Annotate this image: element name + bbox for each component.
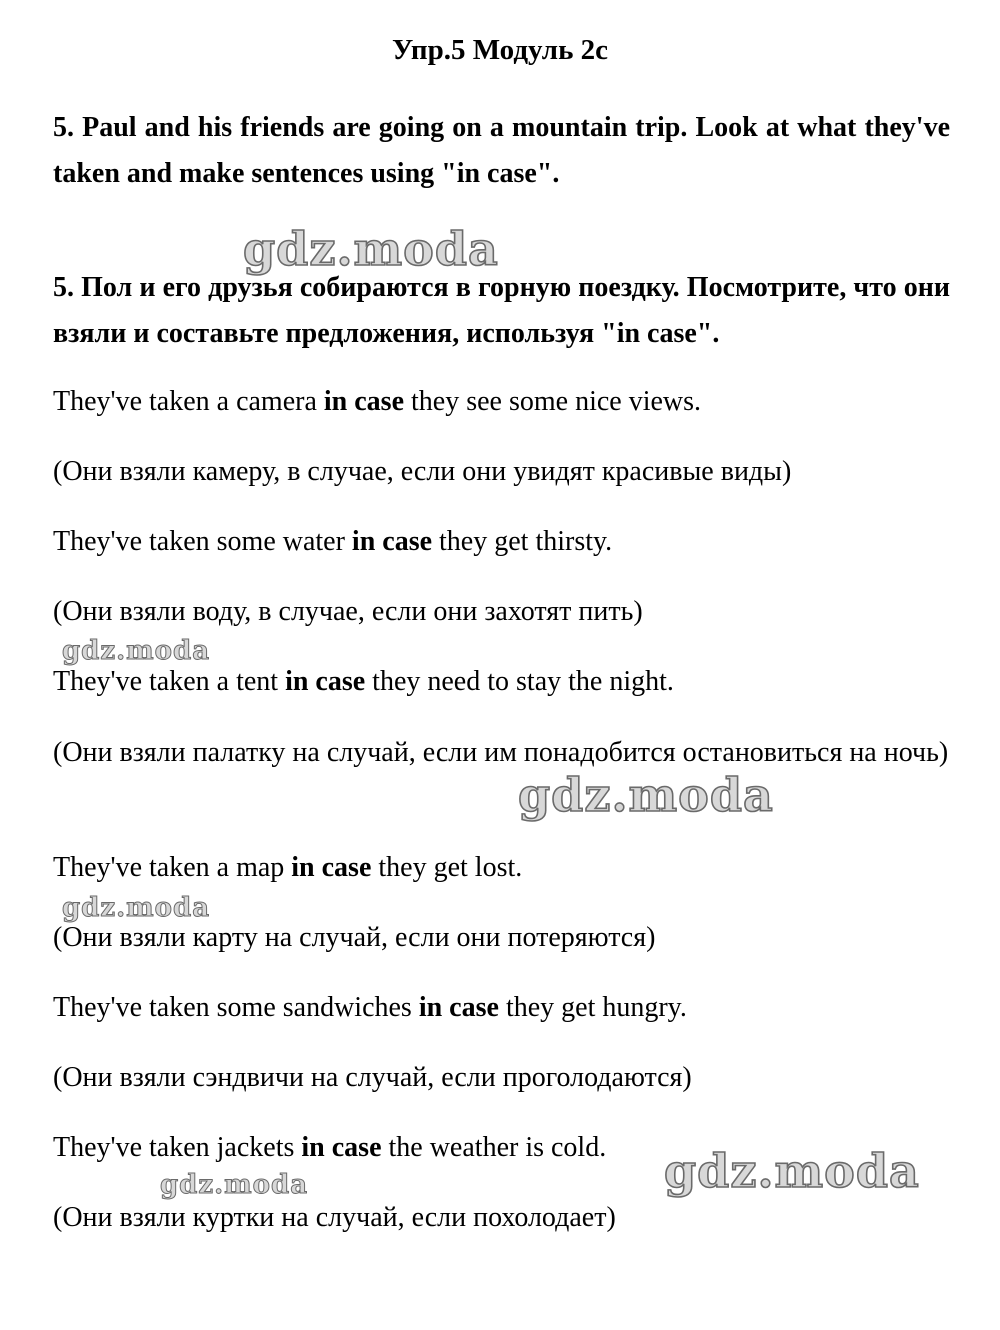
- answer-ru-2: (Они взяли воду, в случае, если они захотят пить): [53, 596, 643, 627]
- watermark-logo: gdz.moda: [62, 893, 211, 923]
- answer-en-1: They've taken a camera in case they see some nice views.: [53, 386, 702, 417]
- page-title: Упр.5 Модуль 2с: [391, 34, 609, 66]
- answer-ru-4: (Они взяли карту на случай, если они потеряются): [53, 922, 656, 953]
- watermark-logo: gdz.moda: [62, 636, 211, 666]
- answer-en-5: They've taken some sandwiches in case they get hungry.: [53, 992, 687, 1023]
- watermark-logo: gdz.moda: [243, 222, 499, 276]
- watermark-logo: gdz.moda: [664, 1144, 920, 1198]
- task-russian: 5. Пол и его друзья собираются в горную поездку. Посмотрите, что они взяли и составьте предложения, используя "in case".: [53, 272, 950, 349]
- answer-ru-3: (Они взяли палатку на случай, если им понадобится остановиться на ночь): [53, 737, 949, 768]
- answer-ru-5: (Они взяли сэндвичи на случай, если проголодаются): [53, 1062, 692, 1093]
- answer-ru-1: (Они взяли камеру, в случае, если они увидят красивые виды): [53, 456, 792, 487]
- answer-en-3: They've taken a tent in case they need to stay the night.: [53, 666, 674, 697]
- watermark-logo: gdz.moda: [160, 1170, 309, 1200]
- task-english: 5. Paul and his friends are going on a mountain trip. Look at what they've taken and make sentences using "in case".: [53, 112, 950, 189]
- answer-en-2: They've taken some water in case they get thirsty.: [53, 526, 613, 557]
- watermark-logo: gdz.moda: [518, 768, 774, 822]
- answer-en-4: They've taken a map in case they get lost.: [53, 852, 523, 883]
- answer-ru-6: (Они взяли куртки на случай, если похолодает): [53, 1202, 616, 1233]
- answer-en-6: They've taken jackets in case the weather is cold.: [53, 1132, 607, 1163]
